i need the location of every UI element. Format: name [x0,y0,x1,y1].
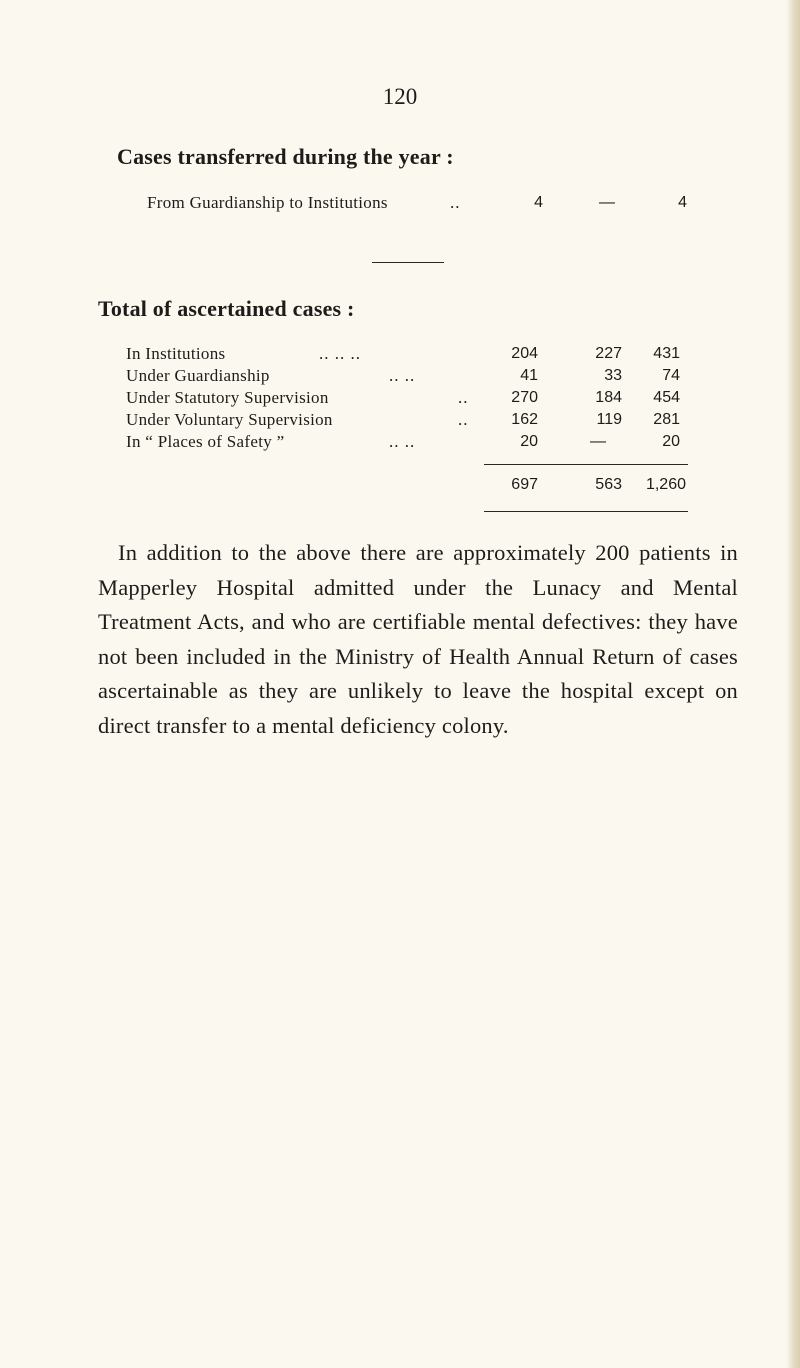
table-row [126,387,696,409]
ascertained-heading: Total of ascertained cases : [98,296,355,321]
page-edge-shadow [786,0,800,1368]
row-col1: 204 [511,345,538,362]
total-col3: 1,260 [645,476,686,493]
row-col3: 454 [653,389,680,406]
row-col3: 281 [653,411,680,428]
row-leader: .. .. [389,432,416,451]
row-label: In Institutions [126,344,226,363]
row-col2: 119 [596,411,622,428]
transfer-row-col2: — [599,194,615,211]
table-row [126,343,696,365]
row-col1: 20 [520,433,538,450]
row-col2: 227 [595,345,622,362]
row-col3: 20 [662,433,680,450]
row-col2: 33 [604,367,622,384]
row-label: Under Voluntary Supervision [126,410,333,429]
total-col1: 697 [511,476,538,493]
totals-bottom-rule [484,511,688,512]
row-col3: 74 [662,367,680,384]
row-leader: .. [458,388,469,407]
transfer-row [147,192,707,214]
row-leader: .. .. [389,366,416,385]
transfer-row-leader: .. [450,193,461,212]
totals-top-rule [484,464,688,465]
row-leader: .. [458,410,469,429]
page-number: 120 [382,84,418,109]
section-divider [372,262,444,263]
row-col2: — [590,433,606,450]
transfers-heading: Cases transferred during the year : [117,144,454,169]
table-row [126,365,696,387]
total-col2: 563 [595,476,622,493]
transfer-row-col3: 4 [678,194,687,211]
table-row [126,431,696,453]
row-col3: 431 [653,345,680,362]
row-col1: 41 [520,367,538,384]
totals-row [126,474,696,496]
transfer-row-label: From Guardianship to Institutions [147,193,388,212]
row-col2: 184 [595,389,622,406]
row-label: Under Statutory Supervision [126,388,329,407]
body-paragraph: In addition to the above there are approximately 200 patients in Mapperley Hospital admitted under the Lunacy and Mental Treatment Acts, and who are certifiable mental defectives: they have not been included in the Ministry of Health Annual Return of cases ascertainable as they are unlikely to leave the hospital except on direct transfer to a mental deficiency colony. [98,540,738,738]
row-leader: .. .. .. [319,344,361,363]
transfer-row-col1: 4 [534,194,543,211]
row-col1: 162 [511,411,538,428]
row-col1: 270 [511,389,538,406]
row-label: Under Guardianship [126,366,270,385]
row-label: In “ Places of Safety ” [126,432,285,451]
table-row [126,409,696,431]
